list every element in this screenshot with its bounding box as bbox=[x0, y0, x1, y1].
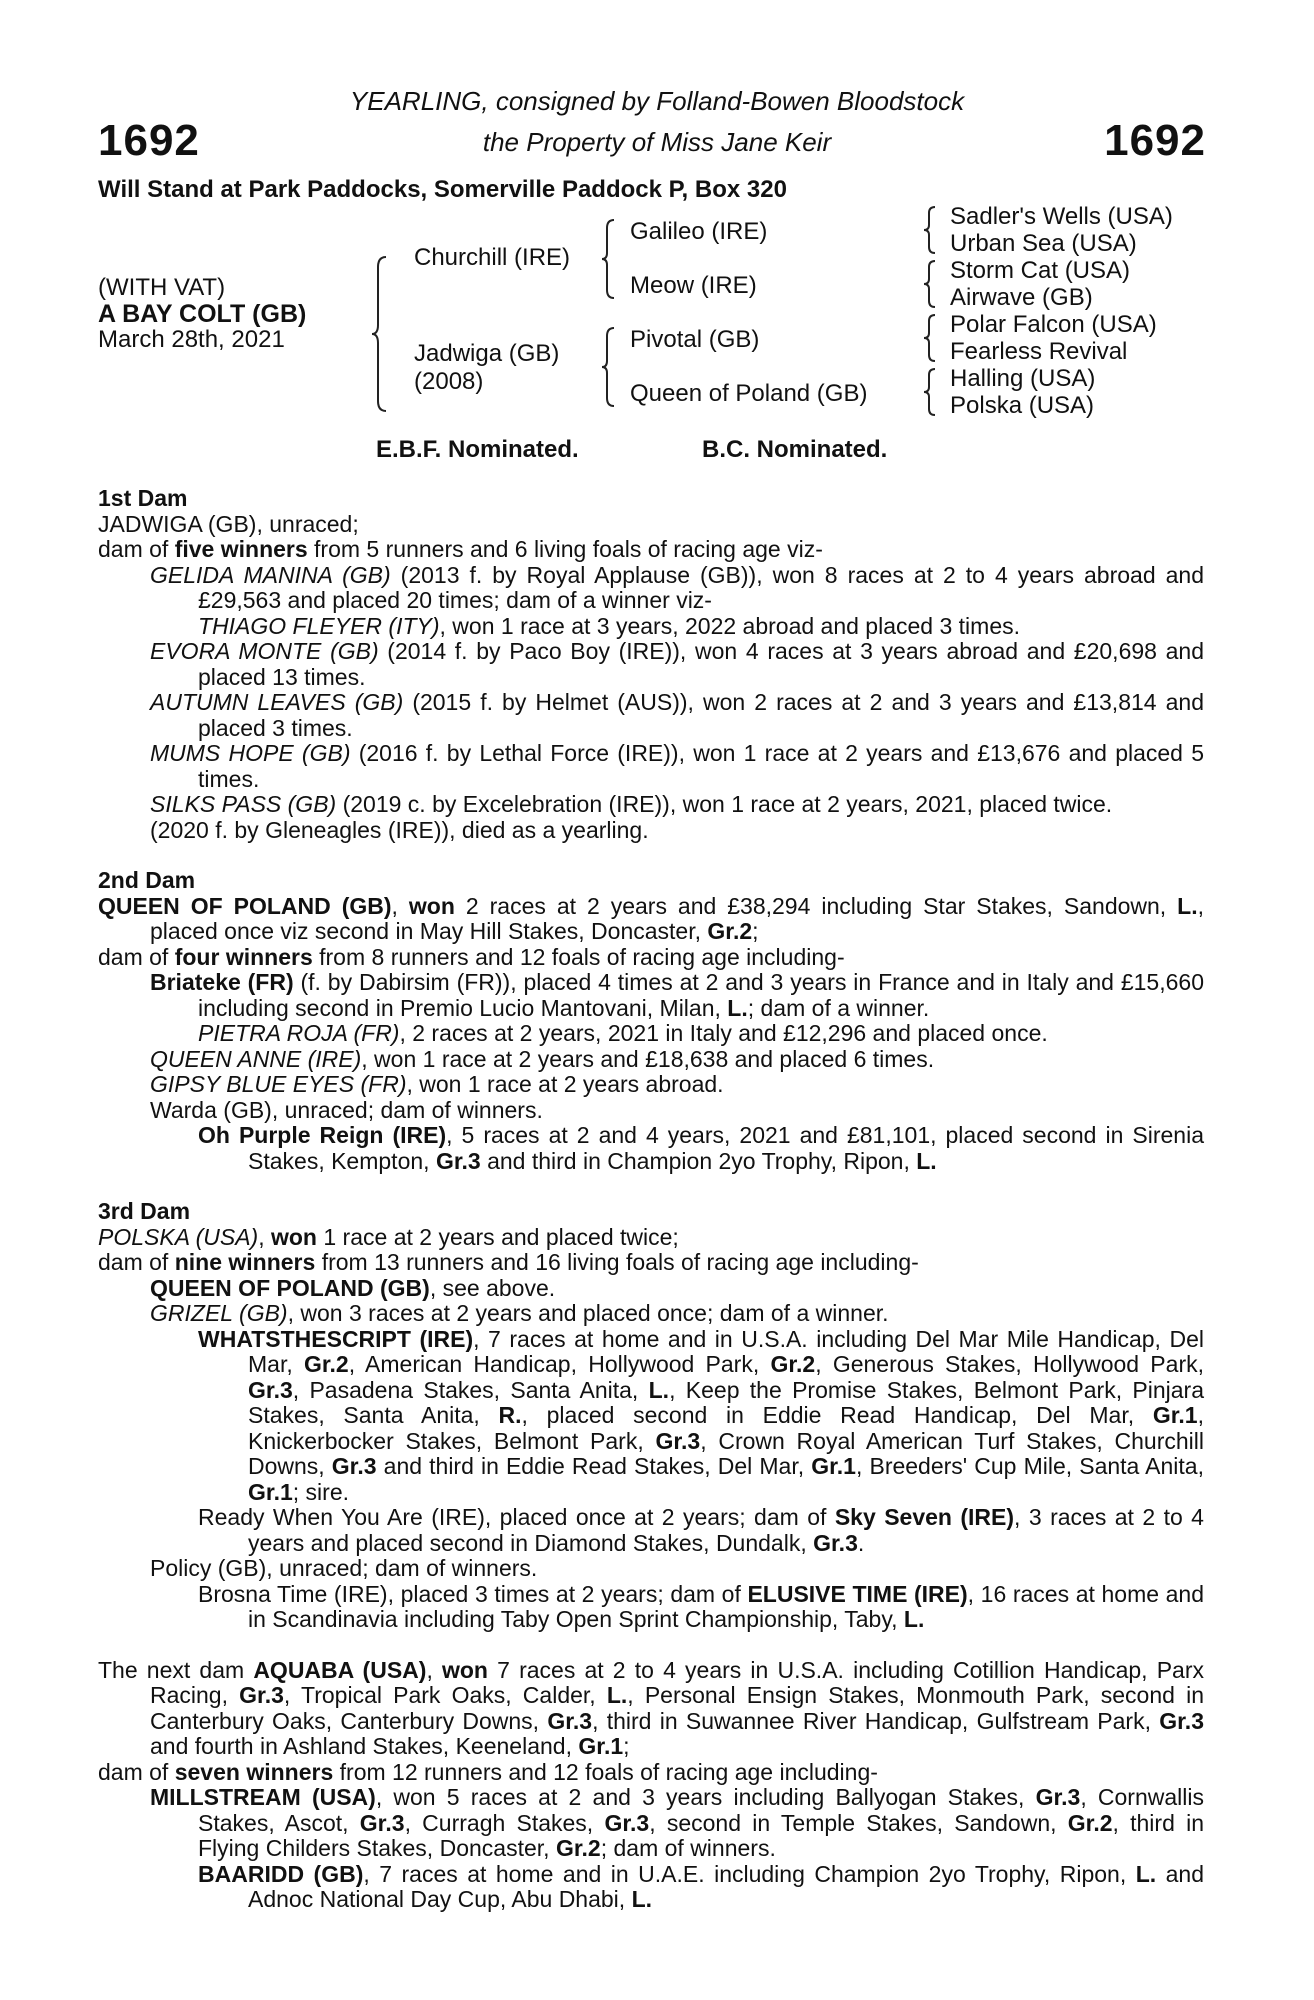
dam-dam: Queen of Poland (GB) bbox=[630, 380, 868, 407]
third-dam-progeny-summary: dam of nine winners from 13 runners and 16 living foals of racing age including- bbox=[98, 1249, 919, 1275]
progeny-gelida-manina: GELIDA MANINA (GB) (2013 f. by Royal Applause (GB)), won 8 races at 2 to 4 years abroad and £29,563 and placed 20 times; dam of a winner viz- bbox=[150, 561, 1204, 613]
pedigree-brace-g3-3 bbox=[922, 313, 938, 363]
pedigree-brace-g3-1 bbox=[922, 205, 938, 255]
progeny-baaridd: BAARIDD (GB), 7 races at home and in U.A.E. including Champion 2yo Trophy, Ripon, L. and Adnoc National Day Cup, Abu Dhabi, L. bbox=[198, 1860, 1205, 1912]
sire-sire: Galileo (IRE) bbox=[630, 218, 768, 245]
g3-airwave: Airwave (GB) bbox=[950, 284, 1093, 311]
consignment-line: YEARLING, consigned by Folland-Bowen Bloodstock bbox=[349, 86, 965, 116]
property-line: the Property of Miss Jane Keir bbox=[482, 127, 832, 157]
second-dam-heading: 2nd Dam bbox=[98, 867, 196, 893]
second-dam-line: QUEEN OF POLAND (GB), won 2 races at 2 years and £38,294 including Star Stakes, Sandown, L., placed once viz second in May Hill Stakes, Doncaster, Gr.2; bbox=[98, 892, 1204, 944]
first-dam-heading: 1st Dam bbox=[98, 485, 188, 511]
g3-sadlers-wells: Sadler's Wells (USA) bbox=[950, 203, 1173, 230]
g3-halling: Halling (USA) bbox=[950, 365, 1096, 392]
progeny-brosna-time: Brosna Time (IRE), placed 3 times at 2 years; dam of ELUSIVE TIME (IRE), 16 races at home and in Scandinavia including Taby Open Sprint Championship, Taby, L. bbox=[198, 1580, 1204, 1632]
dam-year: (2008) bbox=[414, 368, 484, 395]
progeny-2020-filly: (2020 f. by Gleneagles (IRE)), died as a yearling. bbox=[150, 816, 649, 843]
progeny-evora-monte: EVORA MONTE (GB) (2014 f. by Paco Boy (IRE)), won 4 races at 3 years abroad and £20,698 and placed 13 times. bbox=[150, 638, 1204, 690]
progeny-queen-anne: QUEEN ANNE (IRE), won 1 race at 2 years and £18,638 and placed 6 times. bbox=[150, 1045, 935, 1072]
vat-note: (WITH VAT) bbox=[98, 274, 226, 301]
g3-urban-sea: Urban Sea (USA) bbox=[950, 230, 1137, 257]
g3-storm-cat: Storm Cat (USA) bbox=[950, 257, 1131, 284]
progeny-briateke: Briateke (FR) (f. by Dabirsim (FR)), placed 4 times at 2 and 3 years in France and in Italy and £15,660 including second in Premio Lucio Mantovani, Milan, L.; dam of a winner. bbox=[150, 969, 1204, 1021]
first-dam-line: JADWIGA (GB), unraced; bbox=[98, 510, 359, 537]
bc-nomination: B.C. Nominated. bbox=[702, 436, 888, 463]
pedigree-brace-g3-4 bbox=[922, 367, 938, 417]
dam-sire: Pivotal (GB) bbox=[630, 326, 760, 353]
g3-polska: Polska (USA) bbox=[950, 392, 1095, 419]
next-dam-line: The next dam AQUABA (USA), won 7 races at 2 to 4 years in U.S.A. including Cotillion Handicap, Parx Racing, Gr.3, Tropical Park Oaks, Calder, L., Personal Ensign Stakes, Monmouth Park, second in Canterbury Oaks, Canterbury Downs, Gr.3, third in Suwannee River Handicap, Gulfstream Park, Gr.3 and fourth in Ashland Stakes, Keeneland, Gr.1; bbox=[98, 1656, 1204, 1759]
progeny-whatsthescript: WHATSTHESCRIPT (IRE), 7 races at home and in U.S.A. including Del Mar Mile Handicap, Del Mar, Gr.2, American Handicap, Hollywood Park, Gr.2, Generous Stakes, Hollywood Park, Gr.3, Pasadena Stakes, Santa Anita, L., Keep the Promise Stakes, Belmont Park, Pinjara Stakes, Santa Anita, R., placed second in Eddie Read Handicap, Del Mar, Gr.1, Knickerbocker Stakes, Belmont Park, Gr.3, Crown Royal American Turf Stakes, Churchill Downs, Gr.3 and third in Eddie Read Stakes, Del Mar, Gr.1, Breeders' Cup Mile, Santa Anita, Gr.1; sire. bbox=[198, 1325, 1204, 1505]
progeny-thiago-fleyer: THIAGO FLEYER (ITY), won 1 race at 3 years, 2022 abroad and placed 3 times. bbox=[198, 612, 1021, 639]
progeny-pietra-roja: PIETRA ROJA (FR), 2 races at 2 years, 2021 in Italy and £12,296 and placed once. bbox=[198, 1020, 1048, 1046]
progeny-millstream: MILLSTREAM (USA), won 5 races at 2 and 3 years including Ballyogan Stakes, Gr.3, Cornwallis Stakes, Ascot, Gr.3, Curragh Stakes, Gr.3, second in Temple Stakes, Sandown, Gr.2, third in Flying Childers Stakes, Doncaster, Gr.2; dam of winners. bbox=[150, 1784, 1204, 1861]
progeny-warda: Warda (GB), unraced; dam of winners. bbox=[150, 1096, 543, 1123]
progeny-grizel: GRIZEL (GB), won 3 races at 2 years and placed once; dam of a winner. bbox=[150, 1300, 889, 1326]
third-dam-heading: 3rd Dam bbox=[98, 1198, 191, 1224]
pedigree-brace-main bbox=[370, 255, 390, 413]
horse-name: A BAY COLT (GB) bbox=[98, 300, 307, 328]
first-dam-progeny-summary: dam of five winners from 5 runners and 6 living foals of racing age viz- bbox=[98, 536, 823, 562]
second-dam-progeny-summary: dam of four winners from 8 runners and 12 foals of racing age including- bbox=[98, 943, 845, 970]
catalogue-body bbox=[98, 486, 1204, 1913]
pedigree-brace-dam bbox=[600, 326, 618, 408]
g3-fearless-revival: Fearless Revival bbox=[950, 338, 1128, 365]
progeny-autumn-leaves: AUTUMN LEAVES (GB) (2015 f. by Helmet (AUS)), won 2 races at 2 and 3 years and £13,814 and placed 3 times. bbox=[150, 689, 1204, 741]
progeny-ready-when-you-are: Ready When You Are (IRE), placed once at 2 years; dam of Sky Seven (IRE), 3 races at 2 to 4 years and placed second in Diamond Stakes, Dundalk, Gr.3. bbox=[198, 1504, 1204, 1556]
sire: Churchill (IRE) bbox=[414, 244, 571, 271]
progeny-silks-pass: SILKS PASS (GB) (2019 c. by Excelebration (IRE)), won 1 race at 2 years, 2021, placed twice. bbox=[150, 791, 1113, 817]
lot-number-left: 1692 bbox=[98, 116, 200, 165]
progeny-gipsy-blue-eyes: GIPSY BLUE EYES (FR), won 1 race at 2 years abroad. bbox=[150, 1071, 724, 1097]
progeny-queen-of-poland: QUEEN OF POLAND (GB), see above. bbox=[150, 1274, 556, 1301]
sire-dam: Meow (IRE) bbox=[630, 272, 757, 299]
lot-number-right: 1692 bbox=[1104, 116, 1206, 165]
progeny-oh-purple-reign: Oh Purple Reign (IRE), 5 races at 2 and 4 years, 2021 and £81,101, placed second in Sirenia Stakes, Kempton, Gr.3 and third in Champion 2yo Trophy, Ripon, L. bbox=[198, 1122, 1204, 1174]
pedigree-brace-g3-2 bbox=[922, 259, 938, 309]
stand-location: Will Stand at Park Paddocks, Somerville Paddock P, Box 320 bbox=[98, 176, 787, 203]
ebf-nomination: E.B.F. Nominated. bbox=[376, 436, 579, 463]
progeny-policy: Policy (GB), unraced; dam of winners. bbox=[150, 1555, 538, 1581]
next-dam-progeny-summary: dam of seven winners from 12 runners and 12 foals of racing age including- bbox=[98, 1758, 878, 1785]
dam: Jadwiga (GB) bbox=[414, 340, 560, 367]
third-dam-line: POLSKA (USA), won 1 race at 2 years and placed twice; bbox=[98, 1223, 679, 1250]
progeny-mums-hope: MUMS HOPE (GB) (2016 f. by Lethal Force (IRE)), won 1 race at 2 years and £13,676 and placed 5 times. bbox=[150, 740, 1205, 792]
pedigree-brace-sire bbox=[600, 218, 618, 300]
g3-polar-falcon: Polar Falcon (USA) bbox=[950, 311, 1157, 338]
foaling-date: March 28th, 2021 bbox=[98, 326, 285, 353]
